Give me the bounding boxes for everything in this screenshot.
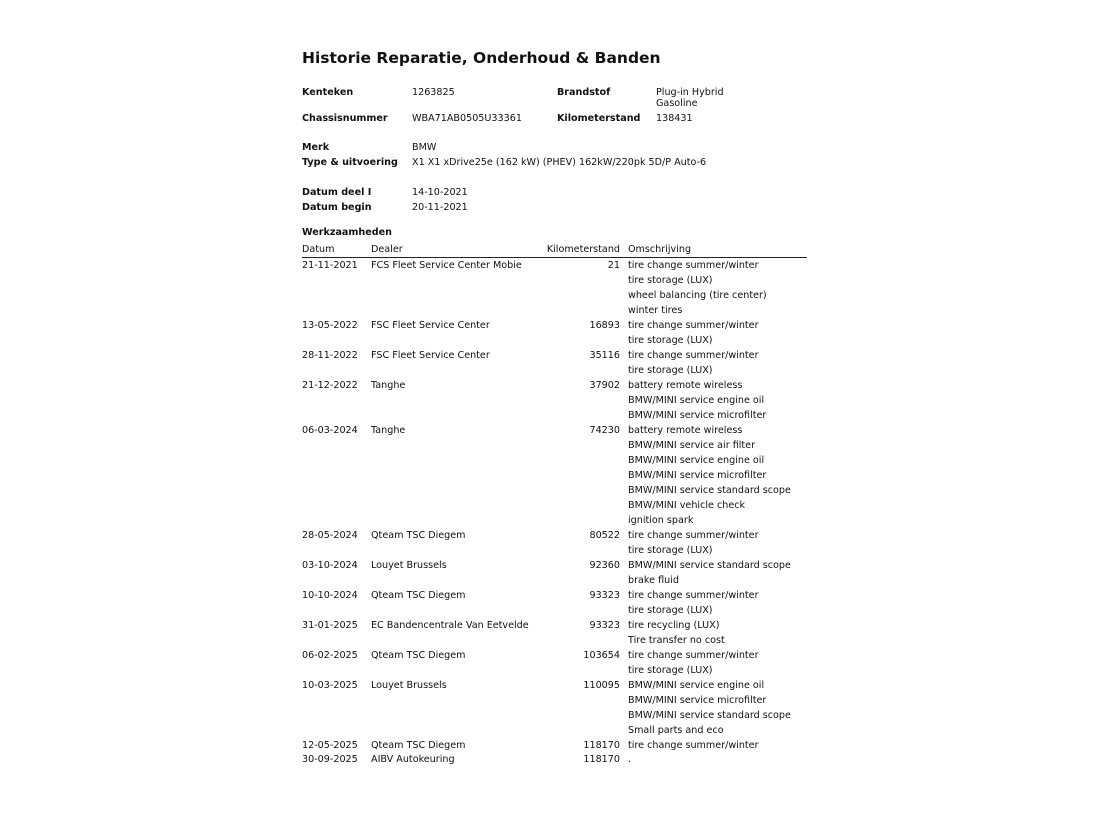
table-row: [302, 423, 807, 528]
table-row: [302, 618, 807, 648]
row-kilometerstand: 74230: [589, 425, 620, 436]
row-dealer: Qteam TSC Diegem: [371, 740, 466, 751]
row-omschrijving-item: Small parts and eco: [628, 725, 724, 736]
row-omschrijving-item: BMW/MINI service engine oil: [628, 680, 765, 691]
row-omschrijving-item: tire change summer/winter: [628, 350, 759, 361]
row-date: 13-05-2022: [302, 320, 358, 331]
label-brandstof: Brandstof: [557, 87, 611, 98]
table-row: [302, 258, 807, 318]
row-omschrijving-item: tire change summer/winter: [628, 320, 759, 331]
table-row: [302, 588, 807, 618]
table-row: [302, 318, 807, 348]
row-omschrijving-item: BMW/MINI service engine oil: [628, 455, 765, 466]
table-body: [302, 258, 807, 767]
row-omschrijving-item: wheel balancing (tire center): [628, 290, 767, 301]
col-omschrijving: Omschrijving: [628, 244, 692, 255]
section-werkzaamheden: Werkzaamheden: [302, 227, 392, 238]
row-omschrijving-item: BMW/MINI service microfilter: [628, 470, 767, 481]
row-dealer: FSC Fleet Service Center: [371, 350, 490, 361]
row-omschrijving-item: BMW/MINI service standard scope: [628, 560, 791, 571]
row-dealer: AIBV Autokeuring: [371, 754, 455, 765]
row-dealer: FCS Fleet Service Center Mobie: [371, 260, 522, 271]
row-date: 06-03-2024: [302, 425, 358, 436]
value-merk: BMW: [412, 142, 437, 153]
label-datum-deel1: Datum deel I: [302, 187, 372, 198]
row-omschrijving-item: tire storage (LUX): [628, 365, 713, 376]
value-brandstof-line1: Plug-in Hybrid: [656, 87, 724, 98]
row-omschrijving: [628, 678, 807, 738]
value-chassisnummer: WBA71AB0505U33361: [412, 113, 522, 124]
table-row: [302, 348, 807, 378]
row-omschrijving: [628, 318, 807, 348]
row-omschrijving: [628, 753, 807, 767]
row-omschrijving-item: tire change summer/winter: [628, 590, 759, 601]
row-kilometerstand: 118170: [583, 754, 620, 765]
row-omschrijving-item: BMW/MINI service air filter: [628, 440, 756, 451]
row-omschrijving-item: tire change summer/winter: [628, 740, 759, 751]
table-row: [302, 678, 807, 738]
row-kilometerstand: 37902: [589, 380, 620, 391]
row-omschrijving: [628, 738, 807, 753]
row-omschrijving-item: battery remote wireless: [628, 425, 743, 436]
table-row: [302, 528, 807, 558]
table-row: [302, 738, 807, 753]
row-omschrijving-item: brake fluid: [628, 575, 679, 586]
row-omschrijving-item: BMW/MINI vehicle check: [628, 500, 746, 511]
row-kilometerstand: 93323: [589, 620, 620, 631]
col-datum: Datum: [302, 244, 335, 255]
label-merk: Merk: [302, 142, 330, 153]
row-omschrijving-item: tire storage (LUX): [628, 545, 713, 556]
row-omschrijving-item: BMW/MINI service engine oil: [628, 395, 765, 406]
row-kilometerstand: 16893: [589, 320, 620, 331]
row-dealer: Qteam TSC Diegem: [371, 590, 466, 601]
row-omschrijving: [628, 648, 807, 678]
col-dealer: Dealer: [371, 244, 403, 255]
row-dealer: Qteam TSC Diegem: [371, 530, 466, 541]
row-omschrijving-item: Tire transfer no cost: [628, 635, 725, 646]
value-datum-begin: 20-11-2021: [412, 202, 468, 213]
row-dealer: EC Bandencentrale Van Eetvelde: [371, 620, 529, 631]
table-row: [302, 648, 807, 678]
value-kenteken: 1263825: [412, 87, 455, 98]
row-omschrijving-item: BMW/MINI service standard scope: [628, 485, 791, 496]
row-date: 10-10-2024: [302, 590, 358, 601]
table-row: [302, 753, 807, 767]
row-omschrijving: [628, 348, 807, 378]
row-omschrijving: [628, 423, 807, 528]
row-date: 30-09-2025: [302, 754, 358, 765]
row-omschrijving: [628, 558, 807, 588]
row-omschrijving-item: BMW/MINI service microfilter: [628, 695, 767, 706]
row-date: 06-02-2025: [302, 650, 358, 661]
table-row: [302, 558, 807, 588]
value-brandstof-line2: Gasoline: [656, 98, 698, 109]
row-date: 21-11-2021: [302, 260, 358, 271]
row-kilometerstand: 21: [607, 260, 620, 271]
row-kilometerstand: 110095: [583, 680, 620, 691]
row-date: 21-12-2022: [302, 380, 358, 391]
row-kilometerstand: 103654: [583, 650, 620, 661]
row-omschrijving-item: tire storage (LUX): [628, 665, 713, 676]
label-kenteken: Kenteken: [302, 87, 354, 98]
row-omschrijving-item: tire change summer/winter: [628, 260, 759, 271]
row-date: 28-05-2024: [302, 530, 358, 541]
row-dealer: Tanghe: [371, 425, 406, 436]
row-omschrijving: [628, 258, 807, 318]
row-omschrijving-item: BMW/MINI service standard scope: [628, 710, 791, 721]
row-omschrijving-item: battery remote wireless: [628, 380, 743, 391]
col-kilometerstand: Kilometerstand: [546, 244, 620, 255]
row-dealer: Louyet Brussels: [371, 680, 447, 691]
row-kilometerstand: 35116: [589, 350, 620, 361]
row-omschrijving-item: tire recycling (LUX): [628, 620, 720, 631]
row-omschrijving-item: tire change summer/winter: [628, 530, 759, 541]
row-dealer: Tanghe: [371, 380, 406, 391]
row-omschrijving-item: ignition spark: [628, 515, 694, 526]
table-row: [302, 378, 807, 423]
row-omschrijving: [628, 618, 807, 648]
row-omschrijving: [628, 588, 807, 618]
value-type: X1 X1 xDrive25e (162 kW) (PHEV) 162kW/220pk 5D/P Auto-6: [412, 157, 707, 168]
table-header: [302, 244, 807, 258]
row-omschrijving-item: tire change summer/winter: [628, 650, 759, 661]
row-dealer: Qteam TSC Diegem: [371, 650, 466, 661]
row-omschrijving-item: tire storage (LUX): [628, 335, 713, 346]
label-kilometerstand: Kilometerstand: [557, 113, 641, 124]
row-omschrijving-item: winter tires: [628, 305, 683, 316]
row-kilometerstand: 92360: [589, 560, 620, 571]
row-omschrijving-item: .: [628, 754, 632, 765]
row-omschrijving: [628, 528, 807, 558]
row-dealer: Louyet Brussels: [371, 560, 447, 571]
row-dealer: FSC Fleet Service Center: [371, 320, 490, 331]
row-date: 10-03-2025: [302, 680, 358, 691]
row-date: 12-05-2025: [302, 740, 358, 751]
value-datum-deel1: 14-10-2021: [412, 187, 468, 198]
row-omschrijving: [628, 378, 807, 423]
row-kilometerstand: 93323: [589, 590, 620, 601]
value-kilometerstand: 138431: [656, 113, 693, 124]
page-title: Historie Reparatie, Onderhoud & Banden: [302, 49, 661, 67]
row-omschrijving-item: tire storage (LUX): [628, 605, 713, 616]
row-kilometerstand: 118170: [583, 740, 620, 751]
label-chassisnummer: Chassisnummer: [302, 113, 388, 124]
row-kilometerstand: 80522: [589, 530, 620, 541]
row-omschrijving-item: BMW/MINI service microfilter: [628, 410, 767, 421]
label-datum-begin: Datum begin: [302, 202, 372, 213]
row-omschrijving-item: tire storage (LUX): [628, 275, 713, 286]
label-type: Type & uitvoering: [302, 157, 398, 168]
row-date: 03-10-2024: [302, 560, 358, 571]
row-date: 31-01-2025: [302, 620, 358, 631]
row-date: 28-11-2022: [302, 350, 358, 361]
